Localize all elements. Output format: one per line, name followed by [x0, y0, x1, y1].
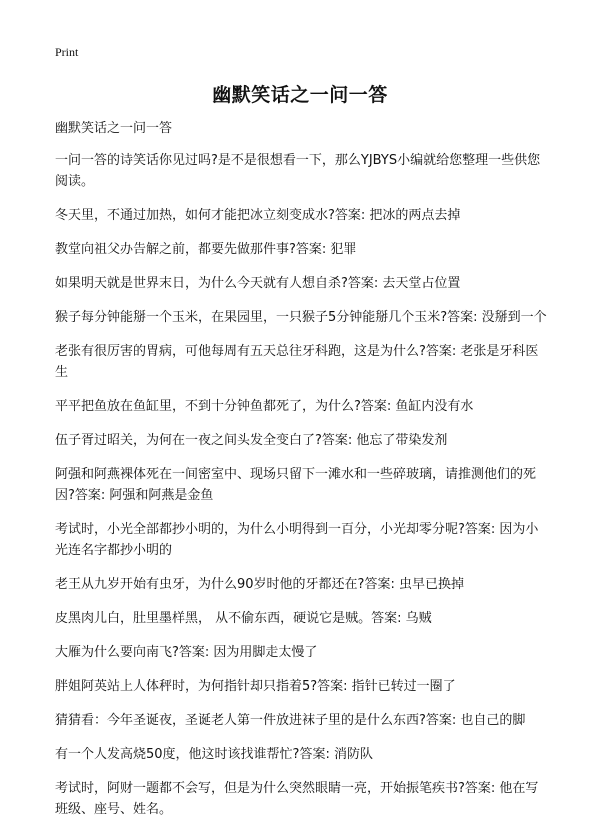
joke-paragraph: 如果明天就是世界末日，为什么今天就有人想自杀?答案: 去天堂占位置: [55, 276, 461, 291]
joke-paragraph: 一问一答的诗笑话你见过吗?是不是很想看一下，那么YJBYS小编就给您整理一些供您阅读。: [55, 153, 541, 189]
joke-paragraph: 阿强和阿燕裸体死在一间密室中、现场只留下一滩水和一些碎玻璃，请推测他们的死因?答案: 阿强和阿燕是金鱼: [55, 467, 537, 503]
joke-paragraph: 考试时，阿财一题都不会写，但是为什么突然眼睛一亮，开始振笔疾书?答案: 他在写班级、座号、姓名。: [55, 781, 539, 817]
article-body: [55, 118, 550, 833]
joke-paragraph: 皮黑肉儿白，肚里墨样黑， 从不偷东西，硬说它是贼。答案: 乌贼: [55, 611, 432, 626]
joke-paragraph: 有一个人发高烧50度，他这时该找谁帮忙?答案: 消防队: [55, 747, 373, 762]
joke-paragraph: 教堂向祖父办告解之前，都要先做那件事?答案: 犯罪: [55, 242, 357, 257]
joke-paragraph: 平平把鱼放在鱼缸里，不到十分钟鱼都死了，为什么?答案: 鱼缸内没有水: [55, 399, 474, 414]
joke-paragraph: 考试时，小光全部都抄小明的，为什么小明得到一百分，小光却零分呢?答案: 因为小光连名字都抄小明的: [55, 522, 539, 558]
article-subtitle: 幽默笑话之一问一答: [55, 121, 173, 136]
joke-paragraph: 猴子每分钟能掰一个玉米，在果园里，一只猴子5分钟能掰几个玉米?答案: 没掰到一个: [55, 310, 547, 325]
page-title: 幽默笑话之一问一答: [212, 84, 388, 106]
joke-paragraph: 老王从九岁开始有虫牙，为什么90岁时他的牙都还在?答案: 虫早已换掉: [55, 577, 464, 592]
joke-paragraph: 胖姐阿英站上人体秤时，为何指针却只指着5?答案: 指针已转过一圈了: [55, 679, 456, 694]
joke-paragraph: 老张有很厉害的胃病，可他每周有五天总往牙科跑，这是为什么?答案: 老张是牙科医生: [55, 344, 539, 380]
joke-paragraph: 冬天里，不通过加热，如何才能把冰立刻变成水?答案: 把冰的两点去掉: [55, 208, 461, 223]
joke-paragraph: 大雁为什么要向南飞?答案: 因为用脚走太慢了: [55, 645, 318, 660]
print-link[interactable]: Print: [55, 45, 79, 59]
joke-paragraph: 猜猜看：今年圣诞夜，圣诞老人第一件放进袜子里的是什么东西?答案: 也自己的脚: [55, 713, 526, 728]
joke-paragraph: 伍子胥过昭关，为何在一夜之间头发全变白了?答案: 他忘了带染发剂: [55, 433, 448, 448]
